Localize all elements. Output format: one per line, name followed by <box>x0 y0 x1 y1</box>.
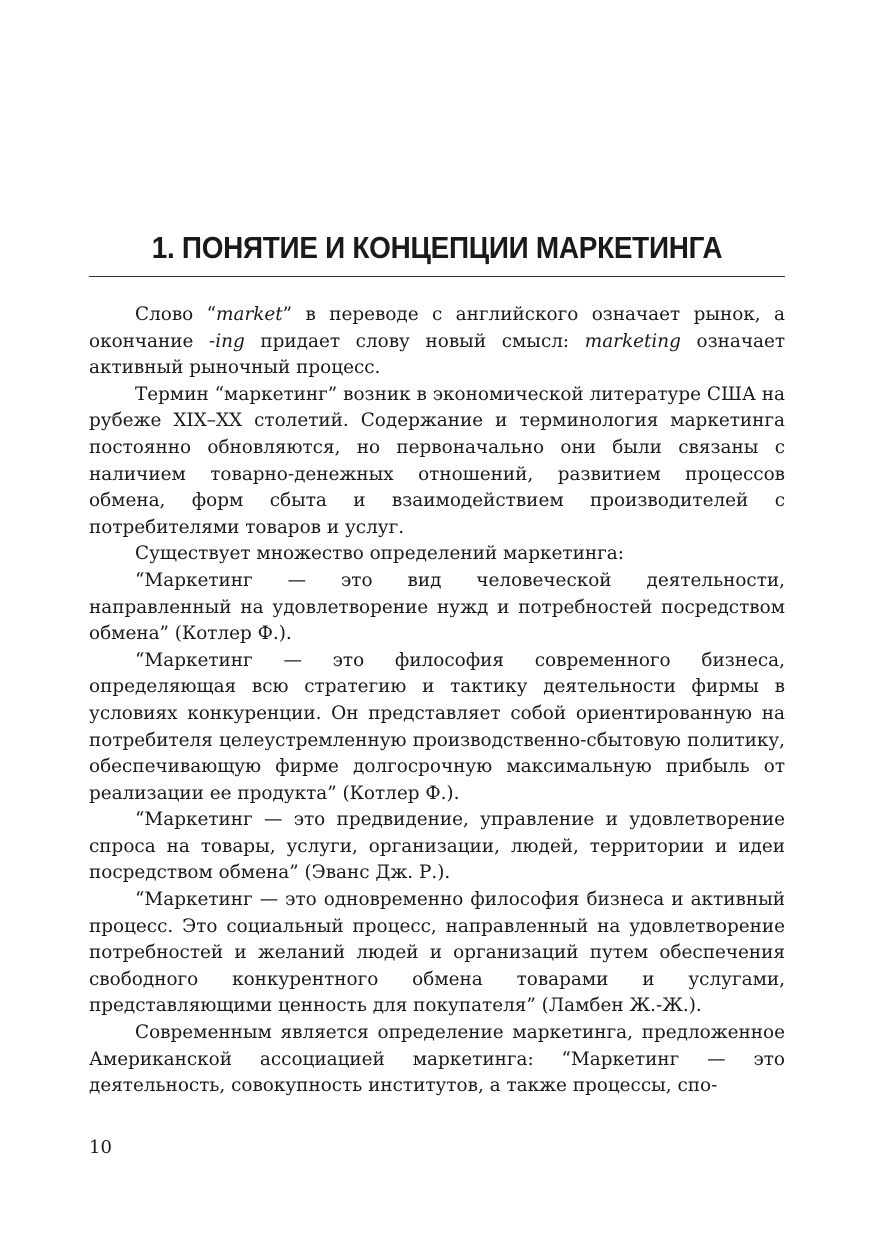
paragraph-text: придает слову новый смысл: <box>244 330 585 352</box>
quote-definition-kotler-2: “Маркетинг — это философия современного бизнеса, определяющая всю стратегию и тактику деятельности фирмы в условиях конкуренции. Он представляет собой ориентированную на потребителя целеустремленную производственно-сбытовую политику, обеспечивающую фирме долгосрочную максимальную прибыль от реализации ее продукта” (Котлер Ф.). <box>89 649 785 804</box>
title-underline-rule <box>89 276 785 277</box>
book-page <box>89 0 785 1240</box>
paragraph-text: Слово “ <box>135 304 217 325</box>
italic-term-ing: -ing <box>209 330 245 352</box>
italic-term-marketing: marketing <box>584 330 681 352</box>
paragraph-text: означает активный рыночный процесс. <box>89 330 786 379</box>
chapter-title: 1. ПОНЯТИЕ И КОНЦЕПЦИИ МАРКЕТИНГА <box>151 230 723 265</box>
quote-definition-lambin: “Маркетинг — это одновременно философия бизнеса и активный процесс. Это социальный процесс, направленный на удовлетворение потребностей и желаний людей и организаций путем обеспечения свободного конкурентного обмена товарами и услугами, представляющими ценность для покупателя” (Ламбен Ж.-Ж.). <box>89 889 785 1017</box>
paragraph-market-definition <box>89 302 785 382</box>
paragraph-text: ” в переводе с английского означает рынок, а окончание <box>89 304 786 352</box>
quote-definition-kotler-1: “Маркетинг — это вид человеческой деятельности, направленный на удовлетворение нужд и потребностей посредством обмена” (Котлер Ф.). <box>89 569 785 645</box>
paragraph-definitions-intro: Существует множество определений маркетинга: <box>135 543 624 565</box>
paragraph-term-origin: Термин “маркетинг” возник в экономической литературе США на рубеже XIX–XX столетий. Содержание и терминология маркетинга постоянно обновляются, но первоначально они были связаны с наличием товарно-денежных отношений, развитием процессов обмена, форм сбыта и взаимодействием производителей с потребителями товаров и услуг. <box>89 383 785 538</box>
page-number: 10 <box>89 1137 112 1158</box>
quote-definition-evans: “Маркетинг — это предвидение, управление и удовлетворение спроса на товары, услуги, организации, людей, территории и идеи посредством обмена” (Эванс Дж. Р.). <box>89 809 785 884</box>
paragraph-ama-definition: Современным является определение маркетинга, предложенное Американской ассоциацией маркетинга: “Маркетинг — это деятельность, совокупность институтов, а также процессы, спо- <box>89 1022 785 1097</box>
chapter-body <box>89 302 785 1100</box>
italic-term-market: market <box>216 304 283 325</box>
